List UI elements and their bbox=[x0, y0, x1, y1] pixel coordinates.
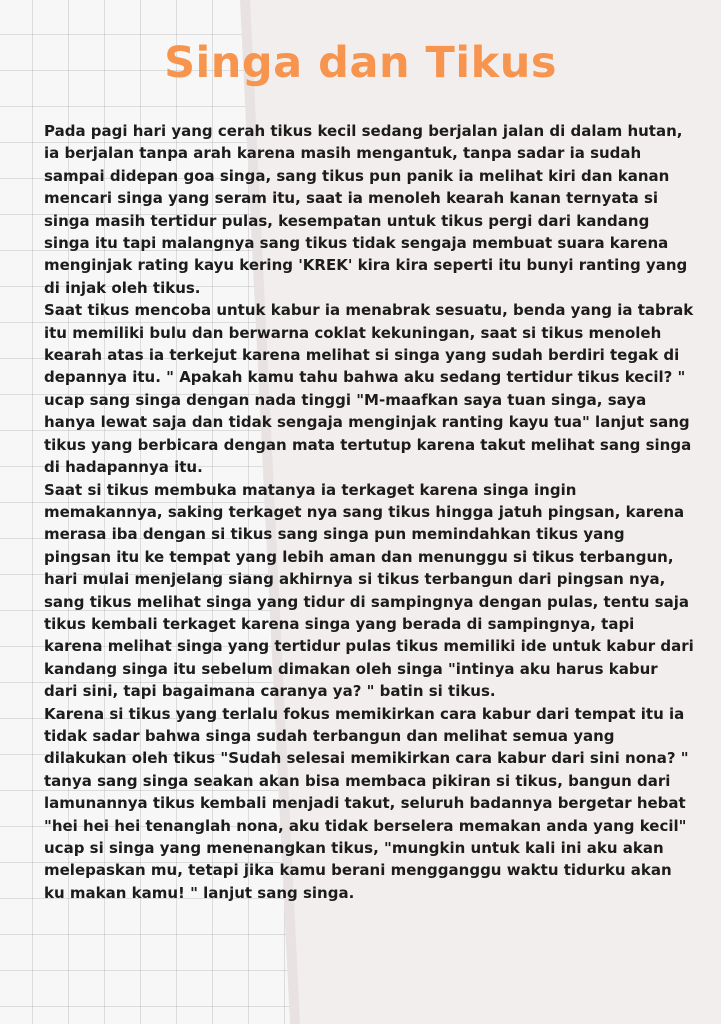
story-paragraph-3: Saat si tikus membuka matanya ia terkaget karena singa ingin memakannya, saking terkaget nya sang tikus hingga jatuh pingsan, karena merasa iba dengan si tikus sang singa pun memindahkan tikus yang pingsan itu ke tempat yang lebih aman dan menunggu si tikus terbangun, hari mulai menjelang siang akhirnya si tikus terbangun dari pingsan nya, sang tikus melihat singa yang tidur di sampingnya dengan pulas, tentu saja tikus kembali terkaget karena singa yang berada di sampingnya, tapi karena melihat singa yang tertidur pulas tikus memiliki ide untuk kabur dari kandang singa itu sebelum dimakan oleh singa "intinya aku harus kabur dari sini, tapi bagaimana caranya ya? " batin si tikus. bbox=[44, 480, 694, 701]
story-title: Singa dan Tikus bbox=[164, 38, 557, 88]
story-paragraph-1: Pada pagi hari yang cerah tikus kecil sedang berjalan jalan di dalam hutan, ia berjalan tanpa arah karena masih mengantuk, tanpa sadar ia sudah sampai didepan goa singa, sang tikus pun panik ia melihat kiri dan kanan mencari singa yang seram itu, saat ia menoleh kearah kanan ternyata si singa masih tertidur pulas, kesempatan untuk tikus pergi dari kandang singa itu tapi malangnya sang tikus tidak sengaja membuat suara karena menginjak rating kayu kering 'KREK' kira kira seperti itu bunyi ranting yang di injak oleh tikus. bbox=[44, 122, 688, 297]
story-paragraph-4: Karena si tikus yang terlalu fokus memikirkan cara kabur dari tempat itu ia tidak sadar bahwa singa sudah terbangun dan melihat semua yang dilakukan oleh tikus "Sudah selesai memikirkan cara kabur dari sini nona? " tanya sang singa seakan akan bisa membaca pikiran si tikus, bangun dari lamunannya tikus kembali menjadi takut, seluruh badannya bergetar hebat "hei hei hei tenanglah nona, aku tidak berselera memakan anda yang kecil" ucap si singa yang menenangkan tikus, "mungkin untuk kali ini aku akan melepaskan mu, tetapi jika kamu berani mengganggu waktu tidurku akan ku makan kamu! " lanjut sang singa. bbox=[44, 704, 689, 902]
story-body bbox=[44, 120, 694, 904]
story-paragraph-2: Saat tikus mencoba untuk kabur ia menabrak sesuatu, benda yang ia tabrak itu memiliki bulu dan berwarna coklat kekuningan, saat si tikus menoleh kearah atas ia terkejut karena melihat si singa yang sudah berdiri tegak di depannya itu. " Apakah kamu tahu bahwa aku sedang tertidur tikus kecil? " ucap sang singa dengan nada tinggi "M-maafkan saya tuan singa, saya hanya lewat saja dan tidak sengaja menginjak ranting kayu tua" lanjut sang tikus yang berbicara dengan mata tertutup karena takut melihat sang singa di hadapannya itu. bbox=[44, 301, 694, 477]
